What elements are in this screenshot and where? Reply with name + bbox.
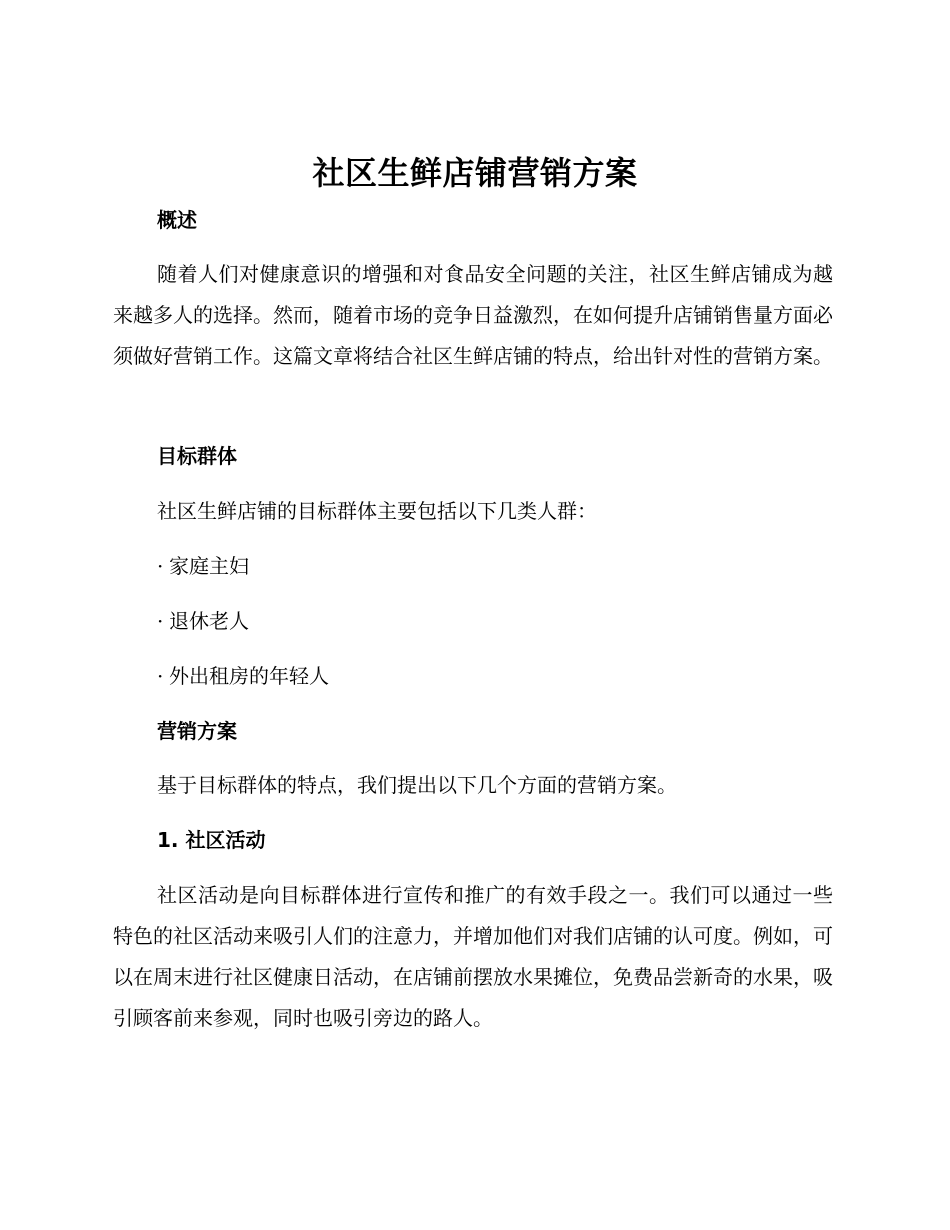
bullet-dot-icon: · xyxy=(157,554,164,578)
bullet-item xyxy=(157,551,249,581)
overview-paragraph: 随着人们对健康意识的增强和对食品安全问题的关注，社区生鲜店铺成为越来越多人的选择。然而，随着市场的竞争日益激烈，在如何提升店铺销售量方面必须做好营销工作。这篇文章将结合社区生鲜店铺的特点，给出针对性的营销方案。 xyxy=(113,262,833,368)
bullet-item xyxy=(157,606,249,636)
section-heading-target-group: 目标群体 xyxy=(157,444,237,468)
bullet-dot-icon: · xyxy=(157,664,164,688)
bullet-item-label: 家庭主妇 xyxy=(169,554,249,578)
bullet-item-label: 外出租房的年轻人 xyxy=(169,664,329,688)
document-title: 社区生鲜店铺营销方案 xyxy=(312,154,638,192)
bullet-item xyxy=(157,661,329,691)
bullet-item-label: 退休老人 xyxy=(169,609,249,633)
subsection-heading-community-activity: 1. 社区活动 xyxy=(157,828,266,852)
section-heading-overview: 概述 xyxy=(157,208,197,232)
bullet-dot-icon: · xyxy=(157,609,164,633)
marketing-plan-intro: 基于目标群体的特点，我们提出以下几个方面的营销方案。 xyxy=(157,773,677,797)
target-group-intro: 社区生鲜店铺的目标群体主要包括以下几类人群： xyxy=(157,499,597,523)
section-heading-marketing-plan: 营销方案 xyxy=(157,719,237,743)
community-activity-paragraph: 社区活动是向目标群体进行宣传和推广的有效手段之一。我们可以通过一些特色的社区活动来吸引人们的注意力，并增加他们对我们店铺的认可度。例如，可以在周末进行社区健康日活动，在店铺前摆放水果摊位，免费品尝新奇的水果，吸引顾客前来参观，同时也吸引旁边的路人。 xyxy=(113,883,833,1030)
